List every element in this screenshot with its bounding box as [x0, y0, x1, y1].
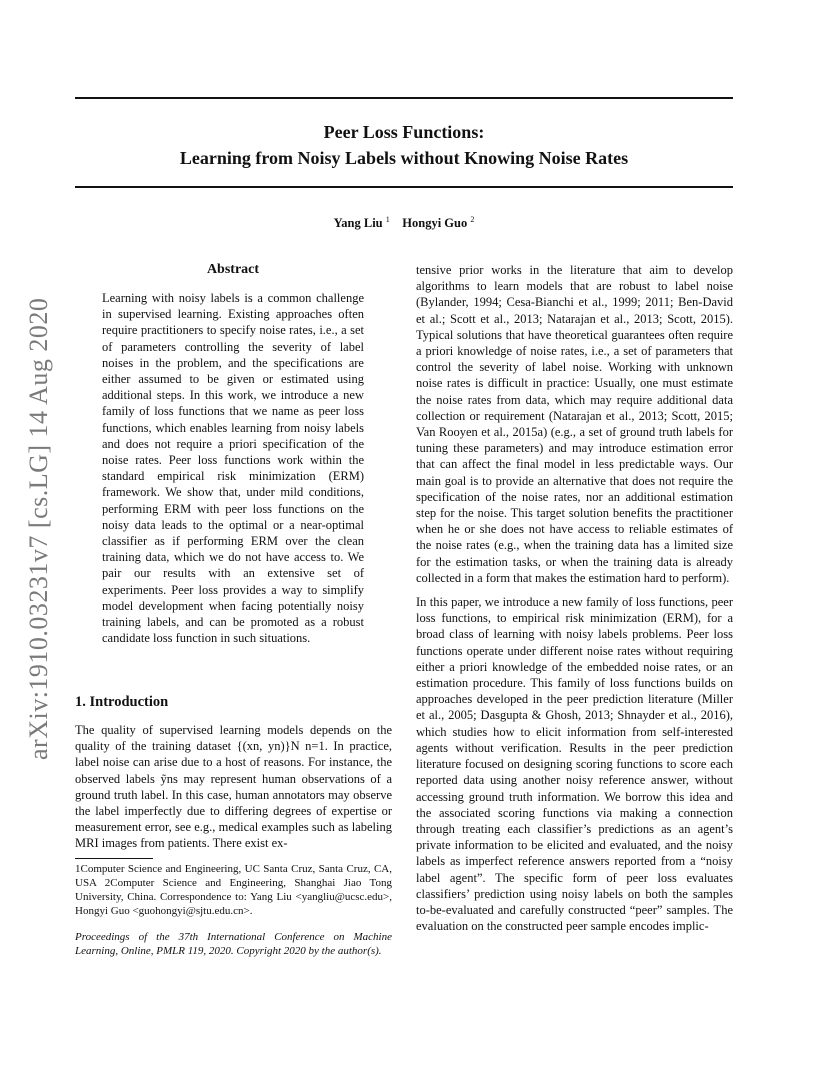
author-2-affil: 2 — [470, 215, 475, 224]
abstract-body — [102, 290, 364, 646]
introduction-text: The quality of supervised learning models depends on the quality of the training dataset {(xn, yn)}N n=1. In practice, label noise can arise due to a host of reasons. For instance, the observed labels ỹns may represent human observations of a ground truth label. In this case, human annotators may observe the label imperfectly due to differing degrees of expertise or measurement error, see e.g., medical examples such as labeling MRI images from patients. There exist ex- — [75, 723, 392, 851]
author-2: Hongyi Guo — [402, 216, 468, 231]
author-1: Yang Liu — [333, 216, 383, 231]
right-paragraph-2: In this paper, we introduce a new family of loss functions, peer loss functions, to empirical risk minimization (ERM), for a broad class of learning with noisy labels problems. Peer loss functions operate under different noise rates without requiring either a priori knowledge of the embedded noise rates, or an estimation procedure. This family of loss functions builds on approaches developed in the peer prediction literature (Miller et al., 2005; Dasgupta & Ghosh, 2013; Shnayder et al., 2016), which studies how to elicit information from self-interested agents without verification. Results in the peer prediction literature focused on designing scoring functions to score each reported data using another noisy reference answer, without accessing ground truth information. We borrow this idea and the associated scoring functions via making a connection through treating each classifier’s predictions as an agent’s private information to be elicited and evaluated, and the noisy labels as imperfect reference answers reported from a “noisy label agent”. The specific form of peer loss evaluates classifiers’ prediction using noisy labels on both the samples to-be-evaluated and carefully constructed “peer” samples. The evaluation on the constructed peer sample encodes implic- — [416, 595, 733, 934]
top-rule — [75, 97, 733, 99]
introduction-body — [75, 722, 392, 852]
title-line-1: Peer Loss Functions: — [323, 122, 485, 142]
abstract-text: Learning with noisy labels is a common challenge in supervised learning. Existing approaches often require practitioners to specify noise rates, i.e., a set of parameters controlling the severity of label noises in the problem, and the specifications are either assumed to be given or estimated using additional steps. In this work, we introduce a new family of loss functions that we name as peer loss functions, which enables learning from noisy labels and does not require a priori specification of the noise rates. Peer loss functions work within the standard empirical risk minimization (ERM) framework. We show that, under mild conditions, performing ERM with peer loss functions on the noisy data leads to the optimal or a near-optimal classifier as if performing ERM over the clean training data, which we do not have access to. We pair our results with an extensive set of experiments. Peer loss provides a way to simplify model development when facing potentially noisy training labels, and can be promoted as a robust candidate loss function in such situations. — [102, 291, 364, 646]
footnote-rule — [75, 858, 153, 859]
abstract-heading: Abstract — [206, 262, 260, 277]
right-paragraph-1: tensive prior works in the literature that aim to develop algorithms to learn models that are robust to label noise (Bylander, 1994; Cesa-Bianchi et al., 1999; 2011; Ben-David et al.; Scott et al., 2013; Natarajan et al., 2013; Scott, 2015). Typical solutions that have theoretical guarantees often require a priori knowledge of noise rates, i.e., a set of parameters that control the severity of label noise. Working with unknown noise rates is difficult in practice: Usually, one must estimate the noise rates from data, which may require additional data collection or requirement (Natarajan et al., 2013; Scott, 2015; Van Rooyen et al., 2015a) (e.g., a set of ground truth labels for tuning these parameters) and may introduce estimation error that can affect the final model in less predictable ways. Our main goal is to provide an alternative that does not require the specification of the noise rates, nor an additional estimation step for the noise. This target solution benefits the practitioner when he or she does not have access to reliable estimates of the noise rates (e.g., when the training data has a limited size for the estimation tasks, or when the training data is already collected in a form that makes the estimation hard to perform). — [416, 263, 733, 585]
affiliation-footnote: 1Computer Science and Engineering, UC Santa Cruz, Santa Cruz, CA, USA 2Computer Science and Engineering, Shanghai Jiao Tong University, China. Correspondence to: Yang Liu <yangliu@ucsc.edu>, Hongyi Guo <guohongyi@sjtu.edu.cn>. — [75, 863, 392, 917]
title-bottom-rule — [75, 186, 733, 188]
title-line-2: Learning from Noisy Labels without Knowing Noise Rates — [179, 148, 629, 168]
paper-title — [75, 119, 733, 171]
author-list — [75, 215, 733, 231]
proceedings-note: Proceedings of the 37th International Conference on Machine Learning, Online, PMLR 119, 2020. Copyright 2020 by the author(s). — [75, 931, 392, 957]
introduction-heading: 1. Introduction — [75, 694, 169, 710]
right-column — [416, 262, 733, 934]
arxiv-identifier: arXiv:1910.03231v7 [cs.LG] 14 Aug 2020 — [24, 297, 53, 760]
author-1-affil: 1 — [385, 215, 390, 224]
